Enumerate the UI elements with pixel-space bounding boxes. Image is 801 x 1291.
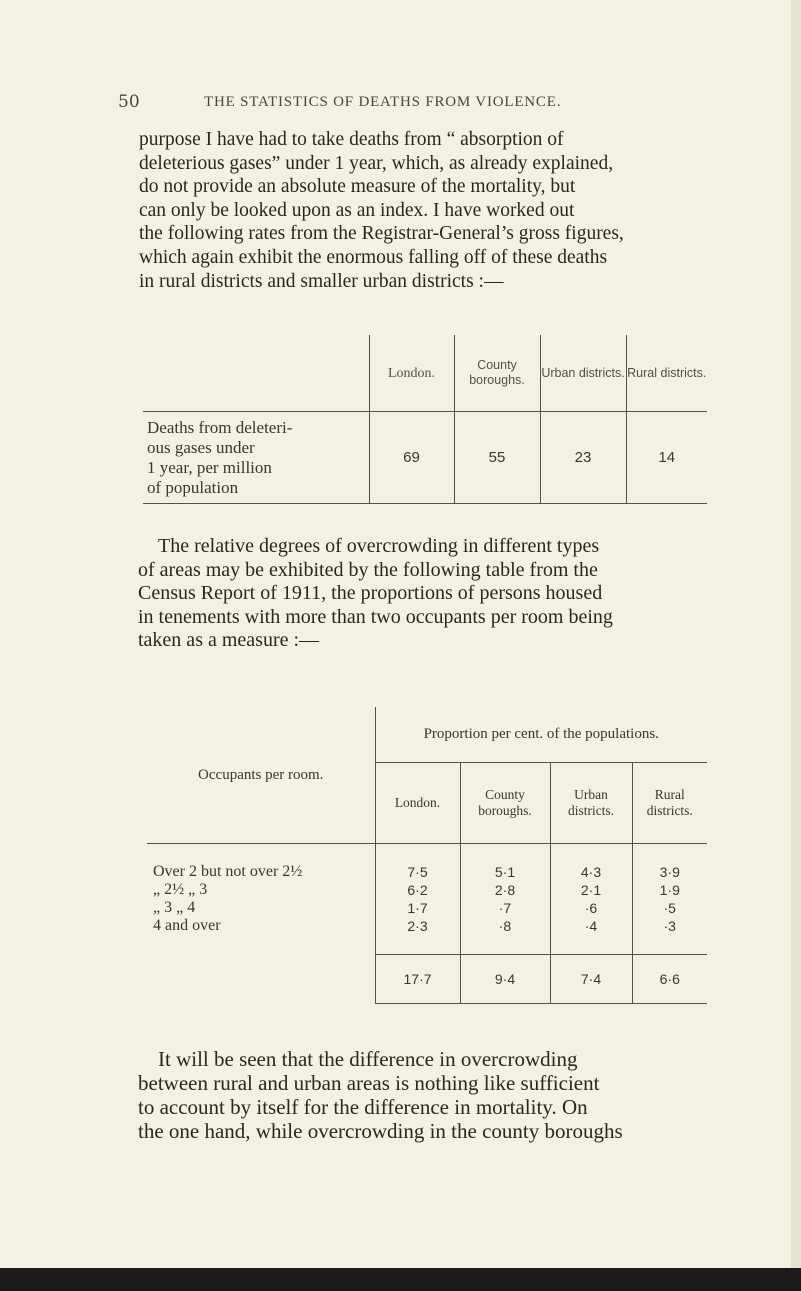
table-cell: 6·2 [407,882,428,898]
total-county-boroughs: 9·4 [460,955,550,1004]
total-london: 17·7 [375,955,460,1004]
empty-cell [147,955,375,1004]
text-line: the following rates from the Registrar-General’s gross figures, [139,223,624,245]
table-cell: 5·1 [494,864,516,880]
text-line: taken as a measure :— [138,629,320,652]
text-line: do not provide an absolute measure of the mortality, but [139,176,576,198]
row-label-line: of population [147,477,239,497]
text-line: can only be looked upon as an index. I have worked out [139,199,575,221]
page-number: 50 [118,92,140,112]
running-title: THE STATISTICS OF DEATHS FROM VIOLENCE. [204,94,562,110]
overcrowding-table [147,707,707,1004]
row-label [143,412,369,504]
header-rural-districts: Rural districts. [626,335,707,412]
value-london: 69 [369,412,454,504]
table-cell: 2·1 [580,882,602,898]
row-label-line: ous gases under [147,437,255,457]
column-urban-districts [550,844,632,955]
row-label: Over 2 but not over 2½ [153,863,303,881]
row-label-line: Deaths from deleteri- [147,417,293,437]
paragraph-intro [139,128,699,293]
row-label: 4 and over [153,917,221,935]
text-line: of areas may be exhibited by the following table from the [138,558,598,581]
scan-bottom-edge [0,1268,801,1291]
proportion-header: Proportion per cent. of the populations. [375,707,707,763]
text-line: The relative degrees of overcrowding in different types [158,535,600,557]
row-label: „ 3 „ 4 [153,899,196,917]
table-cell: 4·3 [580,864,602,880]
total-urban-districts: 7·4 [550,955,632,1004]
table-cell: 2·8 [494,882,516,898]
text-line: It will be seen that the difference in overcrowding [158,1047,578,1071]
table-cell: 1·9 [659,882,680,898]
text-line: Census Report of 1911, the proportions of persons housed [138,582,603,605]
totals-row [147,955,707,1004]
text-line: in tenements with more than two occupants per room being [138,605,613,628]
text-line: which again exhibit the enormous falling off of these deaths [139,246,608,268]
text-line: to account by itself for the difference in mortality. On [138,1095,588,1119]
header-london: London. [375,763,460,844]
value-urban-districts: 23 [540,412,626,504]
text-line: in rural districts and smaller urban districts :— [139,270,504,292]
table-header-row [147,707,707,763]
text-line: purpose I have had to take deaths from “ absorption of [139,129,564,150]
paragraph-conclusion [138,1047,728,1143]
table-cell: ·4 [584,918,598,934]
column-london [375,844,460,955]
header-county-boroughs: County boroughs. [460,763,550,844]
occupants-labels [147,844,375,955]
table-header-row [143,335,707,412]
value-rural-districts: 14 [626,412,707,504]
row-label-line: 1 year, per million [147,457,272,477]
text-line: the one hand, while overcrowding in the county boroughs [138,1119,623,1143]
table-row [147,844,707,955]
occupants-per-room-header: Occupants per room. [147,707,375,844]
paragraph-overcrowding [138,535,708,653]
header-urban-districts: Urban districts. [540,335,626,412]
header-rural-districts: Rural districts. [632,763,707,844]
table-row [143,412,707,504]
empty-header-cell [143,335,369,412]
table-cell: ·7 [498,900,512,916]
table-cell: 1·7 [407,900,428,916]
table-cell: 7·5 [407,864,428,880]
page-header [118,92,718,116]
column-rural-districts [632,844,707,955]
header-urban-districts: Urban districts. [550,763,632,844]
header-london: London. [369,335,454,412]
table-cell: ·3 [663,918,676,934]
text-line: between rural and urban areas is nothing like sufficient [138,1071,600,1095]
table-cell: 3·9 [659,864,680,880]
text-line: deleterious gases” under 1 year, which, as already explained, [139,152,614,174]
table-cell: ·6 [584,900,598,916]
value-county-boroughs: 55 [454,412,540,504]
row-label: „ 2½ „ 3 [153,881,208,899]
table-cell: ·5 [663,900,676,916]
page-edge [791,0,801,1291]
column-county-boroughs [460,844,550,955]
total-rural-districts: 6·6 [632,955,707,1004]
deaths-gases-table [143,335,707,504]
table-cell: 2·3 [407,918,428,934]
table-cell: ·8 [498,918,512,934]
header-county-boroughs: County boroughs. [454,335,540,412]
